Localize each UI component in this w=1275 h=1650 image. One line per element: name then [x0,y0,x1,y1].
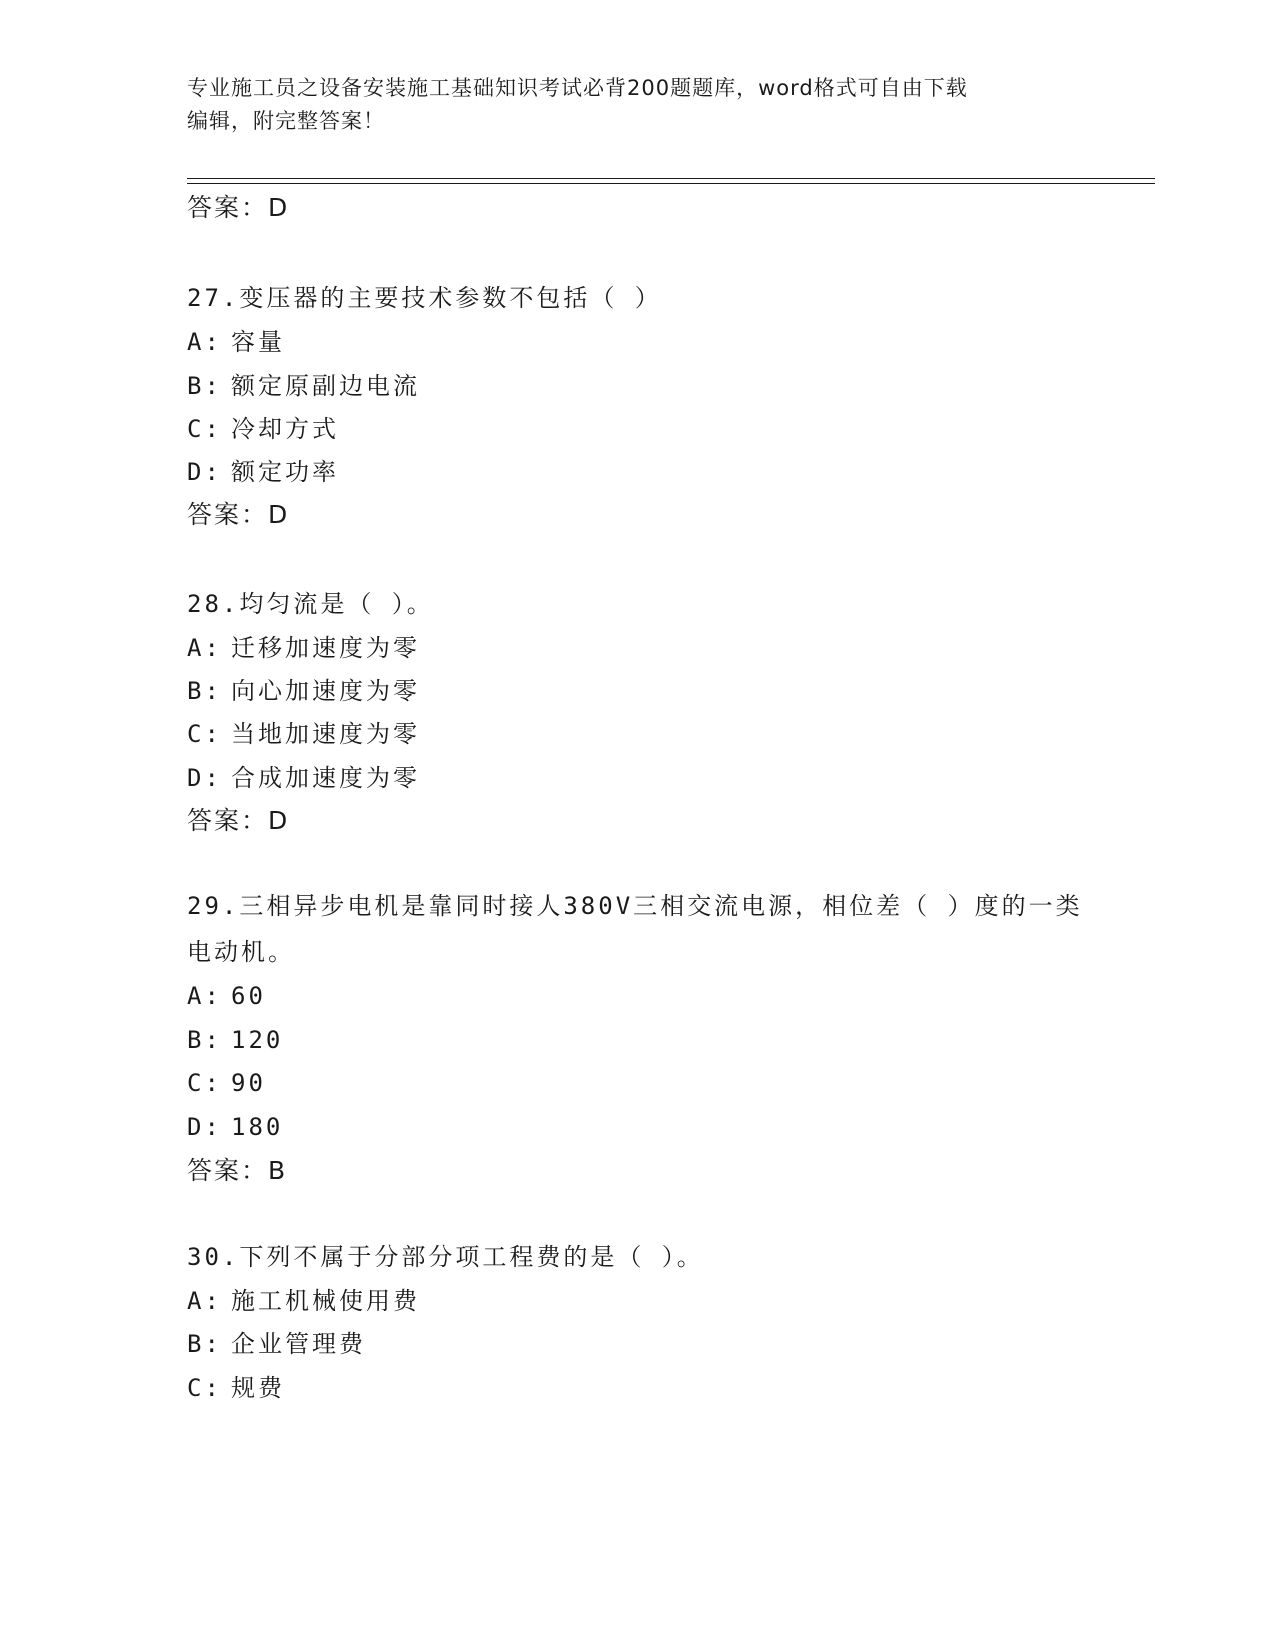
option-text: 规费 [231,1374,285,1402]
question-27-option-a [187,326,285,358]
header-divider-bottom [187,183,1155,184]
option-key: D: [187,1113,222,1141]
option-key: A: [187,982,222,1010]
option-key: D: [187,458,222,486]
option-text: 容量 [231,328,285,356]
question-27-option-b [187,370,420,402]
question-28-option-c [187,718,420,750]
answer-q26: 答案：D [187,193,290,222]
question-27-option-c [187,413,339,445]
question-28-option-a [187,632,420,664]
option-text: 120 [231,1026,284,1054]
question-30-text: 30.下列不属于分部分项工程费的是（ ）。 [187,1243,704,1271]
option-key: C: [187,1374,222,1402]
header-line-1: 专业施工员之设备安装施工基础知识考试必背200题题库，word格式可自由下载 [187,76,968,100]
answer-q27: 答案：D [187,500,290,529]
question-27-text: 27.变压器的主要技术参数不包括（ ） [187,284,662,312]
option-text: 180 [231,1113,284,1141]
option-key: B: [187,372,222,400]
option-text: 合成加速度为零 [231,764,420,792]
answer-q28: 答案：D [187,806,290,835]
option-key: A: [187,328,222,356]
question-29-option-c [187,1067,266,1099]
header-divider-top [187,178,1155,179]
option-key: D: [187,764,222,792]
question-29-text: 29.三相异步电机是靠同时接人380V三相交流电源，相位差（ ）度的一类电动机。 [187,892,1083,966]
question-29-option-d [187,1111,283,1143]
option-text: 额定功率 [231,458,339,486]
question-29-option-a [187,980,266,1012]
question-30-option-a [187,1285,420,1317]
question-28-option-b [187,675,420,707]
option-key: B: [187,1026,222,1054]
header-line-2: 编辑，附完整答案！ [187,109,385,133]
option-key: B: [187,677,222,705]
option-key: C: [187,415,222,443]
document-header [187,72,1067,138]
option-text: 企业管理费 [231,1330,366,1358]
option-key: A: [187,1287,222,1315]
option-text: 当地加速度为零 [231,720,420,748]
question-30-option-c [187,1372,285,1404]
option-text: 迁移加速度为零 [231,634,420,662]
option-text: 施工机械使用费 [231,1287,420,1315]
option-key: C: [187,720,222,748]
option-key: A: [187,634,222,662]
question-28-text: 28.均匀流是（ ）。 [187,590,434,618]
question-28-option-d [187,762,420,794]
option-text: 60 [231,982,266,1010]
question-27-option-d [187,456,339,488]
option-text: 向心加速度为零 [231,677,420,705]
option-text: 冷却方式 [231,415,339,443]
question-30-option-b [187,1328,366,1360]
option-text: 90 [231,1069,266,1097]
option-text: 额定原副边电流 [231,372,420,400]
question-29-option-b [187,1024,283,1056]
option-key: C: [187,1069,222,1097]
answer-q29: 答案：B [187,1156,288,1185]
option-key: B: [187,1330,222,1358]
